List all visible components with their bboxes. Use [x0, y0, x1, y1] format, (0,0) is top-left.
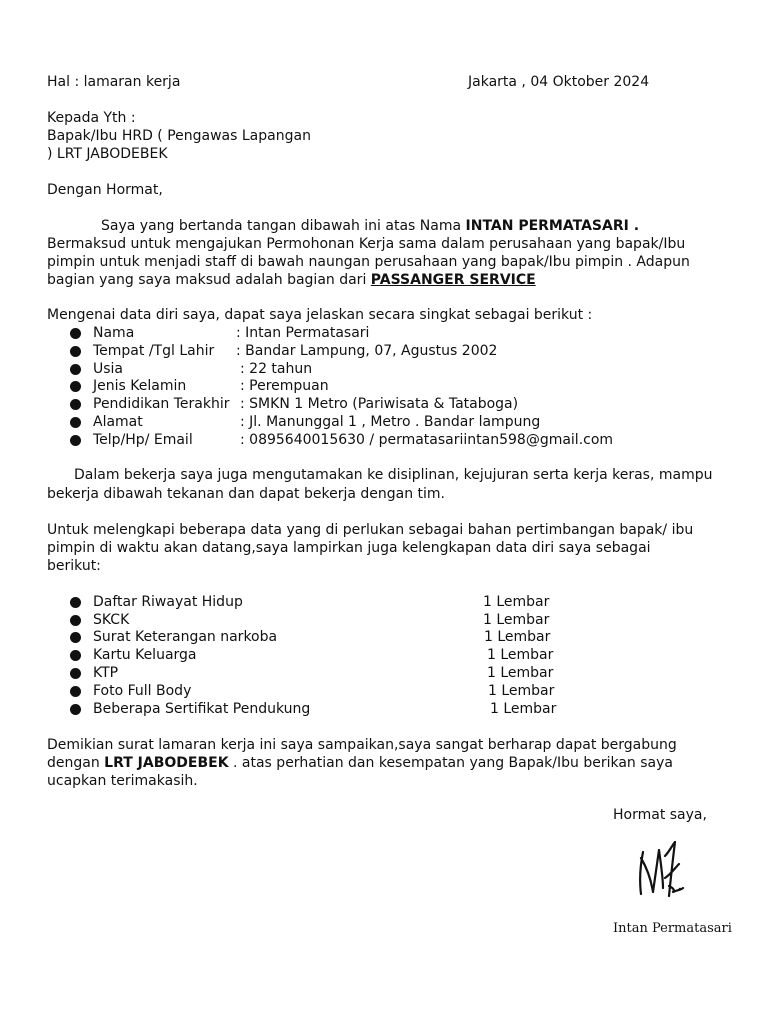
bullet-icon: [70, 668, 81, 679]
attachment-qty: 1 Lembar: [483, 612, 550, 628]
bullet-icon: [70, 597, 81, 608]
attachments-line-1: Untuk melengkapi beberapa data yang di perlukan sebagai bahan pertimbangan bapak/ ibu: [47, 522, 694, 538]
bullet-icon: [70, 328, 81, 339]
attachments-line-3: berikut:: [47, 558, 101, 574]
bullet-icon: [70, 615, 81, 626]
signature-image: [635, 838, 695, 908]
salutation: Hormat saya,: [613, 807, 707, 823]
closing-line-2: [47, 754, 673, 772]
closing-text: dengan: [47, 755, 105, 771]
personal-value: : 0895640015630 / permatasariintan598@gmail.com: [240, 432, 614, 448]
company-name: LRT JABODEBEK: [104, 755, 229, 771]
bullet-icon: [70, 399, 81, 410]
personal-value: : Intan Permatasari: [236, 325, 370, 341]
intro-line-2: Bermaksud untuk mengajukan Permohonan Kerja sama dalam perusahaan yang bapak/Ibu: [47, 236, 686, 252]
closing-line-1: Demikian surat lamaran kerja ini saya sampaikan,saya sangat berharap dapat bergabung: [47, 737, 677, 753]
attachment-qty: 1 Lembar: [487, 647, 554, 663]
work-line-1: Dalam bekerja saya juga mengutamakan ke disiplinan, kejujuran serta kerja keras, mampu: [74, 467, 713, 483]
attachment-name: KTP: [93, 665, 119, 681]
bullet-icon: [70, 381, 81, 392]
attachment-name: Kartu Keluarga: [93, 647, 197, 663]
attachments-line-2: pimpin di waktu akan datang,saya lampirkan juga kelengkapan data diri saya sebagai: [47, 540, 651, 556]
attachment-name: Beberapa Sertifikat Pendukung: [93, 701, 311, 717]
personal-label: Tempat /Tgl Lahir: [93, 343, 215, 359]
attachment-qty: 1 Lembar: [487, 665, 554, 681]
personal-label: Jenis Kelamin: [93, 378, 187, 394]
attachment-name: Surat Keterangan narkoba: [93, 629, 278, 645]
place-date: Jakarta , 04 Oktober 2024: [468, 74, 650, 90]
attachment-name: Foto Full Body: [93, 683, 192, 699]
intro-line-4: [47, 271, 536, 289]
closing-line-3: ucapkan terimakasih.: [47, 773, 198, 789]
personal-label: Pendidikan Terakhir: [93, 396, 230, 412]
personal-label: Alamat: [93, 414, 143, 430]
closing-text-post: . atas perhatian dan kesempatan yang Bapak/Ibu berikan saya: [228, 755, 673, 771]
personal-label: Telp/Hp/ Email: [93, 432, 193, 448]
attachment-name: SKCK: [93, 612, 130, 628]
position-name: PASSANGER SERVICE: [370, 272, 536, 288]
bullet-icon: [70, 686, 81, 697]
personal-value: : SMKN 1 Metro (Pariwisata & Tataboga): [240, 396, 519, 412]
bullet-icon: [70, 704, 81, 715]
recipient-line-2: Bapak/Ibu HRD ( Pengawas Lapangan: [47, 128, 311, 144]
attachment-qty: 1 Lembar: [483, 594, 550, 610]
attachment-qty: 1 Lembar: [484, 629, 551, 645]
bullet-icon: [70, 650, 81, 661]
intro-text-4: bagian yang saya maksud adalah bagian dari: [47, 272, 371, 288]
personal-value: : Jl. Manunggal 1 , Metro . Bandar lampung: [240, 414, 541, 430]
signatory-name: Intan Permatasari: [613, 921, 732, 936]
personal-value: : Bandar Lampung, 07, Agustus 2002: [236, 343, 498, 359]
bullet-icon: [70, 632, 81, 643]
recipient-line-1: Kepada Yth :: [47, 110, 136, 126]
intro-line-3: pimpin untuk menjadi staff di bawah naungan perusahaan yang bapak/Ibu pimpin . Adapun: [47, 254, 690, 270]
intro-text: Saya yang bertanda tangan dibawah ini atas Nama: [101, 218, 466, 234]
work-line-2: bekerja dibawah tekanan dan dapat bekerja dengan tim.: [47, 486, 445, 502]
personal-label: Nama: [93, 325, 135, 341]
intro-line-1: [101, 217, 639, 235]
recipient-line-3: ) LRT JABODEBEK: [47, 146, 168, 162]
personal-label: Usia: [93, 361, 124, 377]
attachment-qty: 1 Lembar: [488, 683, 555, 699]
applicant-name: INTAN PERMATASARI .: [465, 218, 640, 234]
attachment-qty: 1 Lembar: [490, 701, 557, 717]
personal-value: : Perempuan: [240, 378, 329, 394]
bullet-icon: [70, 364, 81, 375]
bullet-icon: [70, 346, 81, 357]
bullet-icon: [70, 417, 81, 428]
personal-value: : 22 tahun: [240, 361, 313, 377]
attachment-name: Daftar Riwayat Hidup: [93, 594, 243, 610]
bullet-icon: [70, 435, 81, 446]
subject-line: Hal : lamaran kerja: [47, 74, 181, 90]
greeting: Dengan Hormat,: [47, 182, 163, 198]
personal-intro: Mengenai data diri saya, dapat saya jelaskan secara singkat sebagai berikut :: [47, 307, 593, 323]
